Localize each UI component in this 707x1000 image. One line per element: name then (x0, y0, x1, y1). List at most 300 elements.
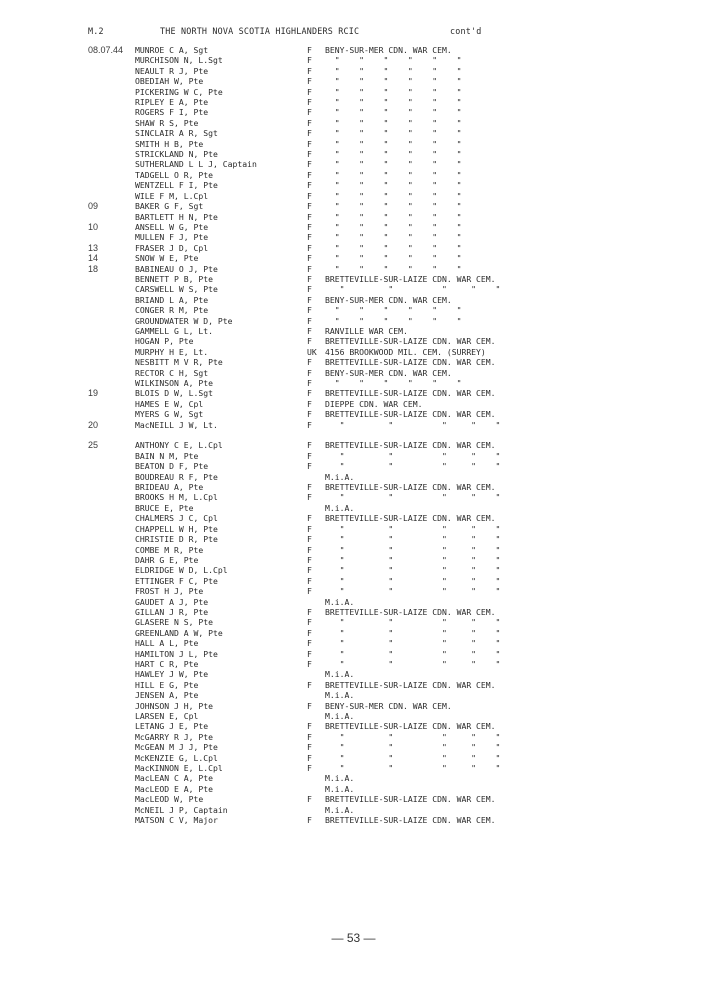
cemetery-cell: BRETTEVILLE-SUR-LAIZE CDN. WAR CEM. (325, 815, 496, 826)
list-item (0, 482, 707, 492)
name-cell: WILE F M, L.Cpl (135, 190, 209, 201)
section-code: M.2 (88, 26, 104, 36)
list-item (0, 607, 707, 617)
list-item (0, 212, 707, 222)
name-cell: OBEDIAH W, Pte (135, 76, 204, 87)
burial-country-cell: F (307, 201, 312, 212)
burial-country-cell: F (307, 658, 312, 669)
name-cell: GROUNDWATER W D, Pte (135, 315, 233, 326)
burial-country-cell: F (307, 617, 312, 628)
burial-country-cell: F (307, 492, 312, 503)
burial-country-cell: F (307, 107, 312, 118)
list-item (0, 336, 707, 346)
burial-country-cell: F (307, 55, 312, 66)
cemetery-cell: BRETTEVILLE-SUR-LAIZE CDN. WAR CEM. (325, 513, 496, 524)
name-cell: RIPLEY E A, Pte (135, 97, 209, 108)
burial-country-cell: F (307, 648, 312, 659)
list-item (0, 264, 707, 274)
burial-country-cell: F (307, 211, 312, 222)
list-item (0, 388, 707, 398)
cemetery-cell: M.i.A. (325, 804, 355, 815)
burial-country-cell: F (307, 253, 312, 264)
date-cell: 13 (88, 242, 99, 253)
name-cell: STRICKLAND N, Pte (135, 149, 218, 160)
burial-country-cell: F (307, 315, 312, 326)
name-cell: DAHR G E, Pte (135, 554, 199, 565)
list-item (0, 701, 707, 711)
list-item (0, 617, 707, 627)
burial-country-cell: F (307, 263, 312, 274)
name-cell: JOHNSON J H, Pte (135, 700, 213, 711)
name-cell: CARSWELL W S, Pte (135, 284, 218, 295)
burial-country-cell: F (307, 523, 312, 534)
name-cell: ANTHONY C E, L.Cpl (135, 440, 223, 451)
name-cell: HOGAN P, Pte (135, 336, 194, 347)
list-item (0, 649, 707, 659)
cemetery-cell: " " " " " " (325, 180, 462, 191)
name-cell: MacLEOD W, Pte (135, 794, 204, 805)
cemetery-cell: " " " " " " (325, 211, 462, 222)
date-cell: 20 (88, 419, 99, 430)
cemetery-cell: " " " " " (325, 461, 501, 472)
burial-country-cell: F (307, 325, 312, 336)
date-cell: 10 (88, 221, 99, 232)
cemetery-cell: " " " " " (325, 638, 501, 649)
cemetery-cell: " " " " " " (325, 86, 462, 97)
list-item (0, 180, 707, 190)
list-item (0, 149, 707, 159)
name-cell: ANSELL W G, Pte (135, 221, 209, 232)
list-item (0, 669, 707, 679)
cemetery-cell: " " " " " (325, 575, 501, 586)
burial-country-cell: F (307, 305, 312, 316)
list-item (0, 357, 707, 367)
name-cell: BRIAND L A, Pte (135, 294, 209, 305)
cemetery-cell: " " " " " " (325, 169, 462, 180)
list-item (0, 440, 707, 450)
cemetery-cell: BRETTEVILLE-SUR-LAIZE CDN. WAR CEM. (325, 357, 496, 368)
burial-country-cell: F (307, 284, 312, 295)
burial-country-cell: F (307, 86, 312, 97)
list-item (0, 55, 707, 65)
list-item (0, 305, 707, 315)
list-item (0, 555, 707, 565)
cemetery-cell: " " " " " (325, 492, 501, 503)
list-item (0, 420, 707, 430)
burial-country-cell: F (307, 544, 312, 555)
name-cell: GAUDET A J, Pte (135, 596, 209, 607)
list-item (0, 534, 707, 544)
cemetery-cell: " " " " " " (325, 315, 462, 326)
cemetery-cell: " " " " " " (325, 232, 462, 243)
name-cell: BLOIS D W, L.Sgt (135, 388, 213, 399)
burial-country-cell: F (307, 638, 312, 649)
list-item (0, 170, 707, 180)
cemetery-cell: " " " " " (325, 742, 501, 753)
list-item (0, 399, 707, 409)
date-cell: 08.07.44 (88, 45, 124, 55)
list-item (0, 76, 707, 86)
list-item (0, 472, 707, 482)
name-cell: BRUCE E, Pte (135, 502, 194, 513)
list-item (0, 753, 707, 763)
name-cell: HAMILTON J L, Pte (135, 648, 218, 659)
cemetery-cell: DIEPPE CDN. WAR CEM. (325, 398, 423, 409)
regiment-title: THE NORTH NOVA SCOTIA HIGHLANDERS RCIC (160, 26, 360, 36)
burial-country-cell: F (307, 440, 312, 451)
list-item (0, 565, 707, 575)
name-cell: HALL A L, Pte (135, 638, 199, 649)
burial-country-cell: F (307, 190, 312, 201)
list-item (0, 815, 707, 825)
cemetery-cell: " " " " " (325, 648, 501, 659)
burial-country-cell: F (307, 336, 312, 347)
list-item (0, 66, 707, 76)
name-cell: JENSEN A, Pte (135, 690, 199, 701)
list-item (0, 773, 707, 783)
cemetery-cell: " " " " " (325, 523, 501, 534)
casualty-list (0, 45, 707, 825)
burial-country-cell: F (307, 482, 312, 493)
cemetery-cell: " " " " " " (325, 128, 462, 139)
name-cell: ETTINGER F C, Pte (135, 575, 218, 586)
list-item (0, 711, 707, 721)
burial-country-cell: F (307, 149, 312, 160)
page-number: — 53 — (331, 931, 376, 945)
name-cell: BARTLETT H N, Pte (135, 211, 218, 222)
name-cell: MacKINNON E, L.Cpl (135, 763, 223, 774)
burial-country-cell: F (307, 367, 312, 378)
name-cell: BRIDEAU A, Pte (135, 482, 204, 493)
cemetery-cell: " " " " " " (325, 263, 462, 274)
cemetery-cell: BRETTEVILLE-SUR-LAIZE CDN. WAR CEM. (325, 409, 496, 420)
name-cell: CHAPPELL W H, Pte (135, 523, 218, 534)
list-item (0, 107, 707, 117)
list-item (0, 721, 707, 731)
cemetery-cell: " " " " " (325, 731, 501, 742)
name-cell: BENNETT P B, Pte (135, 273, 213, 284)
burial-country-cell: F (307, 794, 312, 805)
list-item (0, 805, 707, 815)
name-cell: SINCLAIR A R, Sgt (135, 128, 218, 139)
name-cell: MUNROE C A, Sgt (135, 45, 209, 55)
list-item (0, 576, 707, 586)
name-cell: McKENZIE G, L.Cpl (135, 752, 218, 763)
name-cell: ELDRIDGE W D, L.Cpl (135, 565, 228, 576)
burial-country-cell: F (307, 763, 312, 774)
name-cell: SHAW R S, Pte (135, 117, 199, 128)
name-cell: MYERS G W, Sgt (135, 409, 204, 420)
list-item (0, 503, 707, 513)
name-cell: GLASERE N S, Pte (135, 617, 213, 628)
cemetery-cell: " " " " " (325, 658, 501, 669)
name-cell: BOUDREAU R F, Pte (135, 471, 218, 482)
burial-country-cell: F (307, 409, 312, 420)
list-item (0, 274, 707, 284)
cemetery-cell: " " " " " " (325, 149, 462, 160)
name-cell: FROST H J, Pte (135, 586, 204, 597)
burial-country-cell: F (307, 378, 312, 388)
list-item (0, 159, 707, 169)
cemetery-cell: " " " " " " (325, 253, 462, 264)
list-item (0, 253, 707, 263)
list-item (0, 461, 707, 471)
cemetery-cell: " " " " " " (325, 221, 462, 232)
name-cell: GAMMELL G L, Lt. (135, 325, 213, 336)
cemetery-cell: BRETTEVILLE-SUR-LAIZE CDN. WAR CEM. (325, 336, 496, 347)
cemetery-cell: " " " " " " (325, 159, 462, 170)
list-item (0, 794, 707, 804)
cemetery-cell: " " " " " " (325, 190, 462, 201)
list-item (0, 222, 707, 232)
burial-country-cell: F (307, 627, 312, 638)
burial-country-cell: F (307, 117, 312, 128)
name-cell: GILLAN J R, Pte (135, 606, 209, 617)
list-item (0, 128, 707, 138)
date-cell: 18 (88, 263, 99, 274)
list-item (0, 45, 707, 55)
cemetery-cell: " " " " " (325, 565, 501, 576)
name-cell: TADGELL O R, Pte (135, 169, 213, 180)
name-cell: McGARRY R J, Pte (135, 731, 213, 742)
name-cell: MacNEILL J W, Lt. (135, 419, 218, 430)
cemetery-cell: M.i.A. (325, 773, 355, 784)
name-cell: MacLEAN C A, Pte (135, 773, 213, 784)
list-item (0, 732, 707, 742)
cemetery-cell: " " " " " " (325, 65, 462, 76)
list-item (0, 326, 707, 336)
date-cell: 19 (88, 388, 99, 399)
burial-country-cell: F (307, 575, 312, 586)
list-item (0, 513, 707, 523)
list-item (0, 680, 707, 690)
list-item (0, 451, 707, 461)
name-cell: MATSON C V, Major (135, 815, 218, 826)
cemetery-cell: " " " " " (325, 627, 501, 638)
cemetery-cell: " " " " " " (325, 138, 462, 149)
name-cell: HILL E G, Pte (135, 679, 199, 690)
cemetery-cell: " " " " " " (325, 305, 462, 316)
burial-country-cell: F (307, 232, 312, 243)
name-cell: HAWLEY J W, Pte (135, 669, 209, 680)
cemetery-cell: " " " " " " (325, 117, 462, 128)
cemetery-cell: " " " " " (325, 450, 501, 461)
cemetery-cell: BRETTEVILLE-SUR-LAIZE CDN. WAR CEM. (325, 721, 496, 732)
name-cell: MacLEOD E A, Pte (135, 783, 213, 794)
burial-country-cell: F (307, 138, 312, 149)
cemetery-cell: " " " " " " (325, 55, 462, 66)
list-item (0, 139, 707, 149)
list-item (0, 430, 707, 440)
burial-country-cell: F (307, 742, 312, 753)
name-cell: LETANG J E, Pte (135, 721, 209, 732)
name-cell: BAIN N M, Pte (135, 450, 199, 461)
name-cell: MULLEN F J, Pte (135, 232, 209, 243)
burial-country-cell: F (307, 398, 312, 409)
continued-label: cont'd (450, 26, 482, 36)
burial-country-cell: F (307, 242, 312, 253)
burial-country-cell: F (307, 606, 312, 617)
name-cell: HART C R, Pte (135, 658, 199, 669)
burial-country-cell: F (307, 815, 312, 826)
list-item (0, 295, 707, 305)
list-item (0, 232, 707, 242)
cemetery-cell: " " " " " (325, 586, 501, 597)
burial-country-cell: F (307, 419, 312, 430)
cemetery-cell: M.i.A. (325, 502, 355, 513)
cemetery-cell: " " " " " (325, 419, 501, 430)
burial-country-cell: F (307, 273, 312, 284)
name-cell: MURCHISON N, L.Sgt (135, 55, 223, 66)
date-cell: 25 (88, 440, 99, 451)
burial-country-cell: F (307, 565, 312, 576)
name-cell: RECTOR C H, Sgt (135, 367, 209, 378)
cemetery-cell: BENY-SUR-MER CDN. WAR CEM. (325, 294, 452, 305)
cemetery-cell: M.i.A. (325, 471, 355, 482)
cemetery-cell: " " " " " (325, 554, 501, 565)
name-cell: SMITH H B, Pte (135, 138, 204, 149)
list-item (0, 97, 707, 107)
list-item (0, 284, 707, 294)
burial-country-cell: F (307, 721, 312, 732)
cemetery-cell: BRETTEVILLE-SUR-LAIZE CDN. WAR CEM. (325, 273, 496, 284)
name-cell: FRASER J D, Cpl (135, 242, 209, 253)
name-cell: SUTHERLAND L L J, Captain (135, 159, 257, 170)
burial-country-cell: F (307, 76, 312, 87)
burial-country-cell: F (307, 534, 312, 545)
cemetery-cell: BRETTEVILLE-SUR-LAIZE CDN. WAR CEM. (325, 794, 496, 805)
list-item (0, 409, 707, 419)
cemetery-cell: " " " " " (325, 544, 501, 555)
burial-country-cell: F (307, 357, 312, 368)
burial-country-cell: F (307, 221, 312, 232)
cemetery-cell: M.i.A. (325, 783, 355, 794)
list-item (0, 243, 707, 253)
burial-country-cell: F (307, 554, 312, 565)
burial-country-cell: F (307, 159, 312, 170)
cemetery-cell: " " " " " " (325, 378, 462, 388)
list-item (0, 316, 707, 326)
list-item (0, 586, 707, 596)
list-item (0, 524, 707, 534)
cemetery-cell: BRETTEVILLE-SUR-LAIZE CDN. WAR CEM. (325, 679, 496, 690)
cemetery-cell: M.i.A. (325, 669, 355, 680)
name-cell: BEATON D F, Pte (135, 461, 209, 472)
page-header (0, 26, 707, 40)
burial-country-cell: F (307, 97, 312, 108)
cemetery-cell: BRETTEVILLE-SUR-LAIZE CDN. WAR CEM. (325, 388, 496, 399)
list-item (0, 545, 707, 555)
date-cell: 14 (88, 253, 99, 264)
cemetery-cell: " " " " " " (325, 201, 462, 212)
burial-country-cell: F (307, 65, 312, 76)
list-item (0, 763, 707, 773)
cemetery-cell: " " " " " " (325, 107, 462, 118)
list-item (0, 378, 707, 388)
cemetery-cell: RANVILLE WAR CEM. (325, 325, 408, 336)
list-item (0, 492, 707, 502)
cemetery-cell: M.i.A. (325, 596, 355, 607)
burial-country-cell: F (307, 388, 312, 399)
name-cell: BROOKS H M, L.Cpl (135, 492, 218, 503)
cemetery-cell: " " " " " (325, 617, 501, 628)
list-item (0, 118, 707, 128)
name-cell: HAMES E W, Cpl (135, 398, 204, 409)
list-item (0, 201, 707, 211)
date-cell: 09 (88, 201, 99, 212)
name-cell: CONGER R M, Pte (135, 305, 209, 316)
cemetery-cell: M.i.A. (325, 711, 355, 721)
burial-country-cell: F (307, 45, 312, 55)
cemetery-cell: BENY-SUR-MER CDN. WAR CEM. (325, 45, 452, 55)
burial-country-cell: F (307, 731, 312, 742)
burial-country-cell: UK (307, 346, 317, 357)
burial-country-cell: F (307, 752, 312, 763)
burial-country-cell: F (307, 700, 312, 711)
cemetery-cell: " " " " " " (325, 242, 462, 253)
list-item (0, 368, 707, 378)
name-cell: BAKER G F, Sgt (135, 201, 204, 212)
list-item (0, 659, 707, 669)
name-cell: PICKERING W C, Pte (135, 86, 223, 97)
burial-country-cell: F (307, 513, 312, 524)
burial-country-cell: F (307, 450, 312, 461)
cemetery-cell: M.i.A. (325, 690, 355, 701)
name-cell: WILKINSON A, Pte (135, 378, 213, 388)
burial-country-cell: F (307, 586, 312, 597)
name-cell: MURPHY H E, Lt. (135, 346, 209, 357)
cemetery-cell: BENY-SUR-MER CDN. WAR CEM. (325, 700, 452, 711)
list-item (0, 690, 707, 700)
cemetery-cell: BRETTEVILLE-SUR-LAIZE CDN. WAR CEM. (325, 440, 496, 451)
cemetery-cell: BRETTEVILLE-SUR-LAIZE CDN. WAR CEM. (325, 482, 496, 493)
name-cell: COMBE M R, Pte (135, 544, 204, 555)
list-item (0, 638, 707, 648)
list-item (0, 784, 707, 794)
cemetery-cell: " " " " " " (325, 97, 462, 108)
cemetery-cell: " " " " " (325, 752, 501, 763)
name-cell: SNOW W E, Pte (135, 253, 199, 264)
list-item (0, 628, 707, 638)
burial-country-cell: F (307, 128, 312, 139)
cemetery-cell: " " " " " (325, 534, 501, 545)
cemetery-cell: BRETTEVILLE-SUR-LAIZE CDN. WAR CEM. (325, 606, 496, 617)
cemetery-cell: " " " " " (325, 763, 501, 774)
list-item (0, 742, 707, 752)
name-cell: WENTZELL F I, Pte (135, 180, 218, 191)
name-cell: CHRISTIE D R, Pte (135, 534, 218, 545)
name-cell: LARSEN E, Cpl (135, 711, 199, 721)
burial-country-cell: F (307, 169, 312, 180)
name-cell: CHALMERS J C, Cpl (135, 513, 218, 524)
cemetery-cell: " " " " " (325, 284, 501, 295)
list-item (0, 87, 707, 97)
burial-country-cell: F (307, 679, 312, 690)
name-cell: McGEAN M J J, Pte (135, 742, 218, 753)
name-cell: BABINEAU O J, Pte (135, 263, 218, 274)
burial-country-cell: F (307, 180, 312, 191)
name-cell: NEAULT R J, Pte (135, 65, 209, 76)
name-cell: NESBITT M V R, Pte (135, 357, 223, 368)
cemetery-cell: 4156 BROOKWOOD MIL. CEM. (SURREY) (325, 346, 486, 357)
cemetery-cell: BENY-SUR-MER CDN. WAR CEM. (325, 367, 452, 378)
list-item (0, 347, 707, 357)
name-cell: McNEIL J P, Captain (135, 804, 228, 815)
cemetery-cell: " " " " " " (325, 76, 462, 87)
list-item (0, 597, 707, 607)
burial-country-cell: F (307, 461, 312, 472)
name-cell: GREENLAND A W, Pte (135, 627, 223, 638)
